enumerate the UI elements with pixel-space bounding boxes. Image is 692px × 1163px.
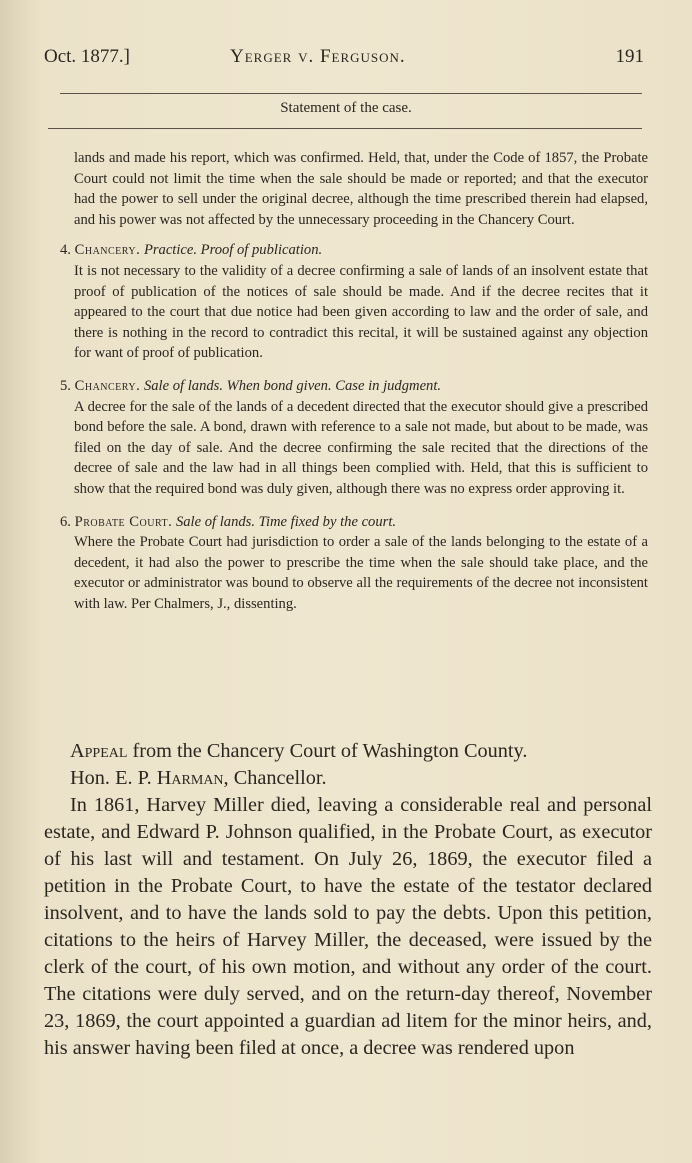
syllabus-item xyxy=(44,376,648,397)
item-number: 6. xyxy=(60,513,71,530)
item-topic: Sale of lands. Time fixed by the court. xyxy=(175,513,397,530)
judge-line xyxy=(44,765,652,792)
item-topic: Practice. Proof of publication. xyxy=(143,242,323,259)
header-page-number: 191 xyxy=(615,46,644,67)
item-body: Where the Probate Court had jurisdiction to order a sale of the lands belonging to the estate of a decedent, it had also the power to prescribe the time when the sale should take place, and the executor or administrator was bound to observe all the requirements of the decree not inconsistent with law. Per Chalmers, J., dissenting. xyxy=(74,534,648,612)
item-number: 4. xyxy=(60,242,71,259)
syllabus-item xyxy=(44,512,648,533)
statement-body: In 1861, Harvey Miller died, leaving a considerable real and personal estate, and Edward P. Johnson qualified, in the Probate Court, as executor of his last will and testament. On July 26, 1869, the executor filed a petition in the Probate Court, to have the estate of the testator declared insolvent, and to have the lands sold to pay the debts. Upon this petition, citations to the heirs of Harvey Miller, the deceased, were issued by the clerk of the court, of his own motion, and without any order of the court. The citations were duly served, and on the return-day thereof, November 23, 1869, the court appointed a guardian ad litem for the minor heirs, and, his answer having been filed at once, a decree was rendered upon xyxy=(44,794,652,1059)
running-header xyxy=(44,46,644,74)
appeal-rest: from the Chancery Court of Washington County. xyxy=(127,740,528,762)
section-subhead: Statement of the case. xyxy=(280,100,412,116)
statement-of-case xyxy=(44,738,652,1062)
syllabus xyxy=(44,148,648,614)
item-topic: Sale of lands. When bond given. Case in judgment. xyxy=(143,377,442,394)
header-case-title: Yerger v. Ferguson. xyxy=(230,46,406,67)
header-rule-bottom xyxy=(48,128,642,129)
item-heading: Chancery. xyxy=(74,377,141,394)
header-rule-top xyxy=(60,93,642,94)
item-body: A decree for the sale of the lands of a decedent directed that the executor should give a prescribed bond before the sale. A bond, drawn with reference to a sale not made, but about to be made, was filed on the day of sale. And the decree confirming the sale recited that the directions of the decree of sale and the law had in all things been complied with. Held, that this is sufficient to show that the required bond was duly given, although there was no express order approving it. xyxy=(74,398,648,497)
syllabus-item xyxy=(44,240,648,261)
item-number: 5. xyxy=(60,377,71,394)
judge-name: Harman xyxy=(156,767,224,789)
header-date: Oct. 1877.] xyxy=(44,46,131,67)
syllabus-continuation: lands and made his report, which was confirmed. Held, that, under the Code of 1857, the Probate Court could not limit the time when the sale should be made or reported; and that the executor had the power to sell under the original decree, although the time prescribed therein had elapsed, and his power was not affected by the unnecessary proceeding in the Chancery Court. xyxy=(74,150,648,228)
judge-suffix: , Chancellor. xyxy=(223,767,327,789)
item-heading: Probate Court. xyxy=(74,513,173,530)
item-body: It is not necessary to the validity of a decree confirming a sale of lands of an insolvent estate that proof of publication of the notices of sale should be made. And if the decree recites that it appeared to the court that due notice had been given according to law and the order of sale, and there is nothing in the record to contradict this recital, it will be sustained against any objection for want of proof of publication. xyxy=(74,262,648,362)
appeal-line xyxy=(44,738,652,765)
judge-prefix: Hon. E. P. xyxy=(70,767,157,789)
appeal-lead: Appeal xyxy=(70,740,128,762)
item-heading: Chancery. xyxy=(74,242,141,259)
